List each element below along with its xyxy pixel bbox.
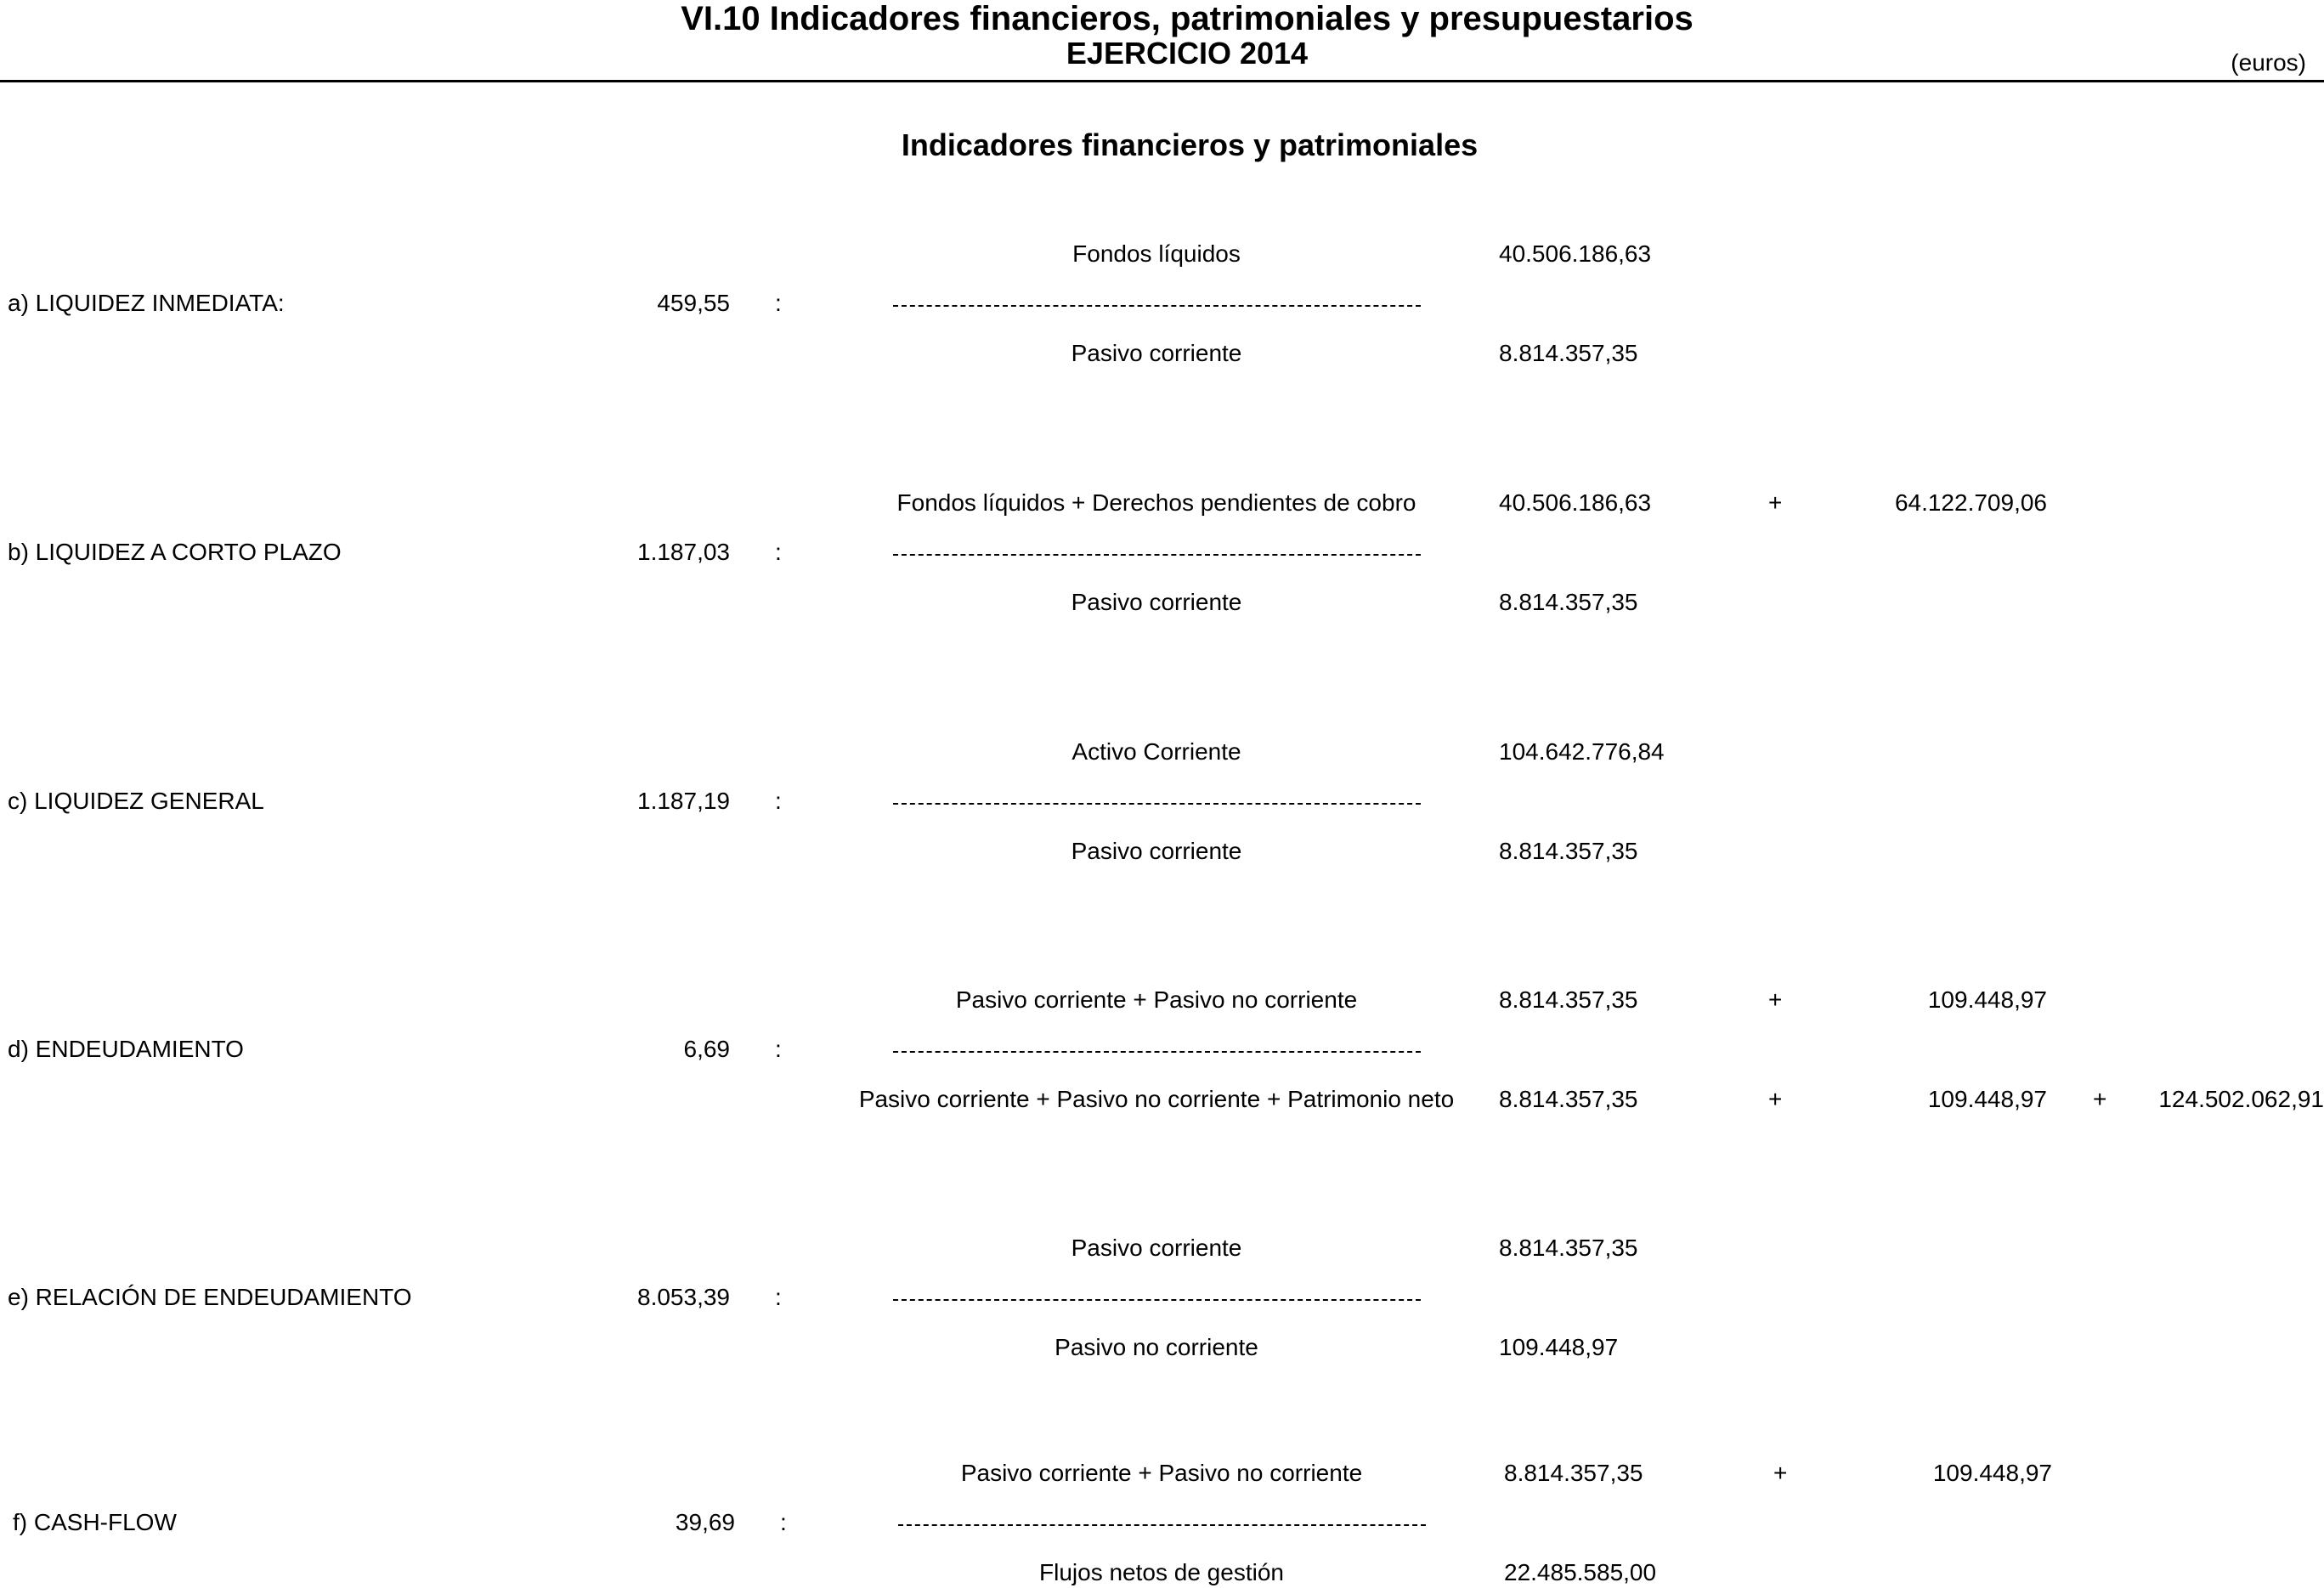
fraction-divider	[898, 1524, 1426, 1526]
plus-operator: +	[2093, 1086, 2107, 1112]
report-title: VI.10 Indicadores financieros, patrimoniales y presupuestarios	[681, 0, 1694, 37]
indicator-label: e) RELACIÓN DE ENDEUDAMIENTO	[8, 1284, 412, 1310]
indicator-value: 39,69	[675, 1509, 735, 1535]
term-value: 22.485.585,00	[1504, 1559, 1657, 1585]
formula-denominator: Pasivo corriente	[1071, 838, 1242, 864]
term-value: 109.448,97	[1927, 986, 2047, 1013]
fraction-divider	[893, 1051, 1421, 1053]
colon-separator: :	[775, 1284, 782, 1310]
fraction-divider	[893, 554, 1421, 556]
formula-numerator: Pasivo corriente + Pasivo no corriente	[955, 986, 1358, 1013]
term-value: 109.448,97	[1932, 1460, 2052, 1486]
indicator-label: c) LIQUIDEZ GENERAL	[8, 788, 264, 814]
indicator-value: 1.187,19	[637, 788, 730, 814]
indicator-label: a) LIQUIDEZ INMEDIATA:	[8, 290, 285, 316]
term-value: 64.122.709,06	[1894, 489, 2047, 516]
indicator-label: f) CASH-FLOW	[13, 1509, 177, 1535]
indicator-label: b) LIQUIDEZ A CORTO PLAZO	[8, 539, 342, 565]
term-value: 40.506.186,63	[1499, 489, 1652, 516]
colon-separator: :	[775, 788, 782, 814]
term-value: 104.642.776,84	[1499, 738, 1665, 765]
formula-denominator: Flujos netos de gestión	[1039, 1559, 1284, 1585]
plus-operator: +	[1768, 489, 1783, 516]
term-value: 8.814.357,35	[1504, 1460, 1643, 1486]
fraction-divider	[893, 1299, 1421, 1301]
colon-separator: :	[775, 290, 782, 316]
fraction-divider	[893, 803, 1421, 805]
indicator-value: 8.053,39	[637, 1284, 730, 1310]
formula-denominator: Pasivo no corriente	[1055, 1334, 1258, 1360]
formula-numerator: Fondos líquidos	[1072, 240, 1241, 267]
header-rule	[0, 80, 2324, 82]
term-value: 8.814.357,35	[1499, 838, 1638, 864]
formula-denominator: Pasivo corriente + Pasivo no corriente + Patrimonio neto	[858, 1086, 1455, 1112]
colon-separator: :	[775, 1036, 782, 1062]
term-value: 8.814.357,35	[1499, 1086, 1638, 1112]
formula-denominator: Pasivo corriente	[1071, 340, 1242, 366]
term-value: 8.814.357,35	[1499, 589, 1638, 615]
colon-separator: :	[780, 1509, 787, 1535]
term-value: 8.814.357,35	[1499, 1235, 1638, 1261]
formula-numerator: Pasivo corriente + Pasivo no corriente	[960, 1460, 1363, 1486]
colon-separator: :	[775, 539, 782, 565]
indicator-value: 459,55	[657, 290, 730, 316]
currency-units: (euros)	[2231, 49, 2306, 76]
formula-numerator: Pasivo corriente	[1071, 1235, 1242, 1261]
plus-operator: +	[1773, 1460, 1788, 1486]
indicator-label: d) ENDEUDAMIENTO	[8, 1036, 244, 1062]
fraction-divider	[893, 305, 1421, 307]
section-title: Indicadores financieros y patrimoniales	[901, 127, 1479, 162]
formula-denominator: Pasivo corriente	[1071, 589, 1242, 615]
indicator-value: 6,69	[683, 1036, 730, 1062]
term-value: 40.506.186,63	[1499, 240, 1652, 267]
term-value: 8.814.357,35	[1499, 340, 1638, 366]
report-subtitle: EJERCICIO 2014	[1066, 36, 1309, 71]
plus-operator: +	[1768, 1086, 1783, 1112]
plus-operator: +	[1768, 986, 1783, 1013]
indicator-value: 1.187,03	[637, 539, 730, 565]
term-value: 8.814.357,35	[1499, 986, 1638, 1013]
term-value: 124.502.062,91	[2158, 1086, 2324, 1112]
term-value: 109.448,97	[1499, 1334, 1619, 1360]
formula-numerator: Fondos líquidos + Derechos pendientes de cobro	[896, 489, 1416, 516]
formula-numerator: Activo Corriente	[1072, 738, 1241, 765]
term-value: 109.448,97	[1927, 1086, 2047, 1112]
